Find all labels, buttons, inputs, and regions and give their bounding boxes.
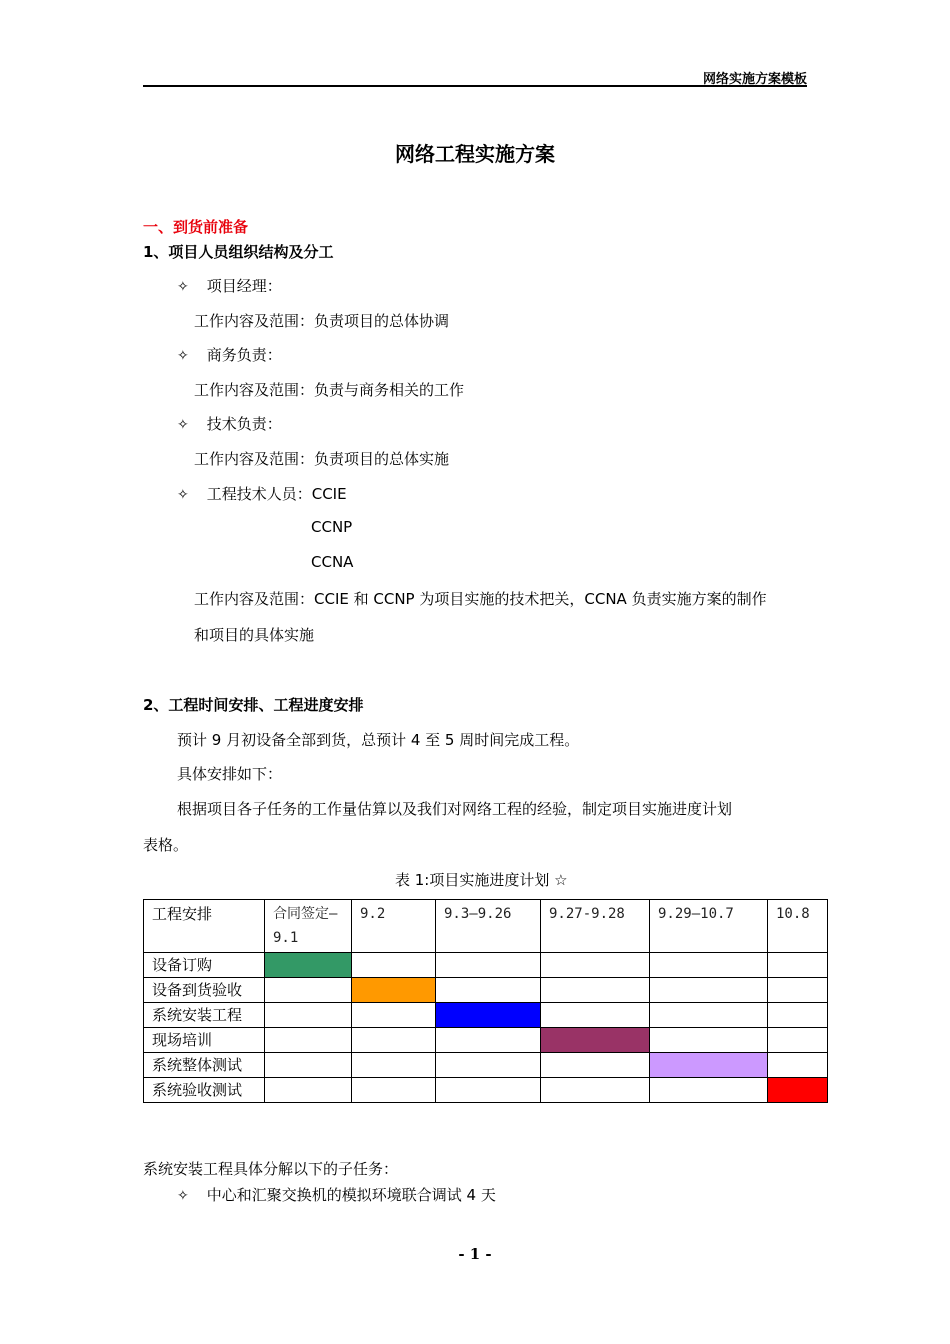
empty-cell [768,1053,828,1078]
table-row [144,978,828,1003]
table-header-cell: 9.29—10.7 [650,900,768,953]
empty-cell [768,1003,828,1028]
empty-cell [352,1003,436,1028]
empty-cell [265,1028,352,1053]
role-name: 商务负责： [206,346,282,364]
table-header-cell: 9.3—9.26 [436,900,541,953]
task-name-cell: 系统验收测试 [144,1078,265,1103]
page-number: - 1 - [458,1245,492,1263]
empty-cell [265,1003,352,1028]
paragraph: 系统安装工程具体分解以下的子任务： [143,1160,399,1178]
table-header-row [144,900,828,953]
empty-cell [541,953,650,978]
header-rule [143,85,807,87]
empty-cell [541,1053,650,1078]
role-name: 技术负责： [206,415,282,433]
task-name-cell: 设备订购 [144,953,265,978]
empty-cell [541,978,650,1003]
table-header-cell: 10.8 [768,900,828,953]
role-name: 项目经理： [206,277,282,295]
empty-cell [265,978,352,1003]
role-item-engineer [177,483,347,504]
subtask-item [177,1184,496,1205]
paragraph: 预计 9 月初设备全部到货，总预计 4 至 5 周时间完成工程。 [177,731,580,749]
table-caption: 表 1:项目实施进度计划 ☆ [395,871,568,889]
empty-cell [768,1028,828,1053]
role-name: 工程技术人员：CCIE [206,485,347,503]
empty-cell [436,1028,541,1053]
diamond-bullet-icon: ✧ [177,417,189,433]
gantt-bar [768,1078,828,1103]
task-name-cell: 现场培训 [144,1028,265,1053]
task-name-cell: 设备到货验收 [144,978,265,1003]
role-desc-tech: 工作内容及范围：负责项目的总体实施 [194,450,450,468]
subsection-heading-2: 2、工程时间安排、工程进度安排 [143,696,364,714]
empty-cell [650,1078,768,1103]
empty-cell [650,953,768,978]
cert-ccnp: CCNP [311,518,353,536]
subtask-text: 中心和汇聚交换机的模拟环境联合调试 4 天 [206,1186,496,1204]
empty-cell [352,953,436,978]
empty-cell [650,978,768,1003]
empty-cell [436,1078,541,1103]
diamond-bullet-icon: ✧ [177,1188,189,1204]
empty-cell [265,1078,352,1103]
table-row [144,953,828,978]
running-header: 网络实施方案模板 [702,72,807,87]
table-header-cell: 9.2 [352,900,436,953]
empty-cell [352,1053,436,1078]
empty-cell [436,978,541,1003]
role-desc-engineer-line1: 工作内容及范围：CCIE 和 CCNP 为项目实施的技术把关，CCNA 负责实施方案的制作 [194,590,767,608]
empty-cell [541,1078,650,1103]
empty-cell [650,1028,768,1053]
paragraph: 具体安排如下： [177,765,283,783]
document-title: 网络工程实施方案 [395,142,555,166]
paragraph: 根据项目各子任务的工作量估算以及我们对网络工程的经验，制定项目实施进度计划 [177,800,733,818]
empty-cell [768,953,828,978]
table-row [144,1003,828,1028]
diamond-bullet-icon: ✧ [177,487,189,503]
role-item-manager [177,275,282,296]
gantt-bar [436,1003,541,1028]
diamond-bullet-icon: ✧ [177,348,189,364]
empty-cell [768,978,828,1003]
section-heading-1: 一、到货前准备 [143,218,249,236]
role-item-tech [177,413,282,434]
diamond-bullet-icon: ✧ [177,279,189,295]
table-header-cell: 9.27-9.28 [541,900,650,953]
empty-cell [352,1078,436,1103]
table-row [144,1028,828,1053]
empty-cell [541,1003,650,1028]
task-name-cell: 系统安装工程 [144,1003,265,1028]
role-item-business [177,344,282,365]
table-row [144,1078,828,1103]
gantt-bar [541,1028,650,1053]
subsection-heading-1: 1、项目人员组织结构及分工 [143,243,334,261]
role-desc-manager: 工作内容及范围：负责项目的总体协调 [194,312,450,330]
gantt-bar [352,978,436,1003]
cert-ccna: CCNA [311,553,354,571]
schedule-table [143,899,828,1103]
task-name-cell: 系统整体测试 [144,1053,265,1078]
role-desc-engineer-line2: 和项目的具体实施 [194,626,315,644]
empty-cell [436,953,541,978]
empty-cell [265,1053,352,1078]
role-desc-business: 工作内容及范围：负责与商务相关的工作 [194,381,465,399]
empty-cell [650,1003,768,1028]
empty-cell [352,1028,436,1053]
table-header-cell: 合同签定—9.1 [265,900,352,953]
paragraph: 表格。 [143,836,189,854]
table-row [144,1053,828,1078]
gantt-bar [265,953,352,978]
empty-cell [436,1053,541,1078]
table-header-cell: 工程安排 [144,900,265,953]
gantt-bar [650,1053,768,1078]
